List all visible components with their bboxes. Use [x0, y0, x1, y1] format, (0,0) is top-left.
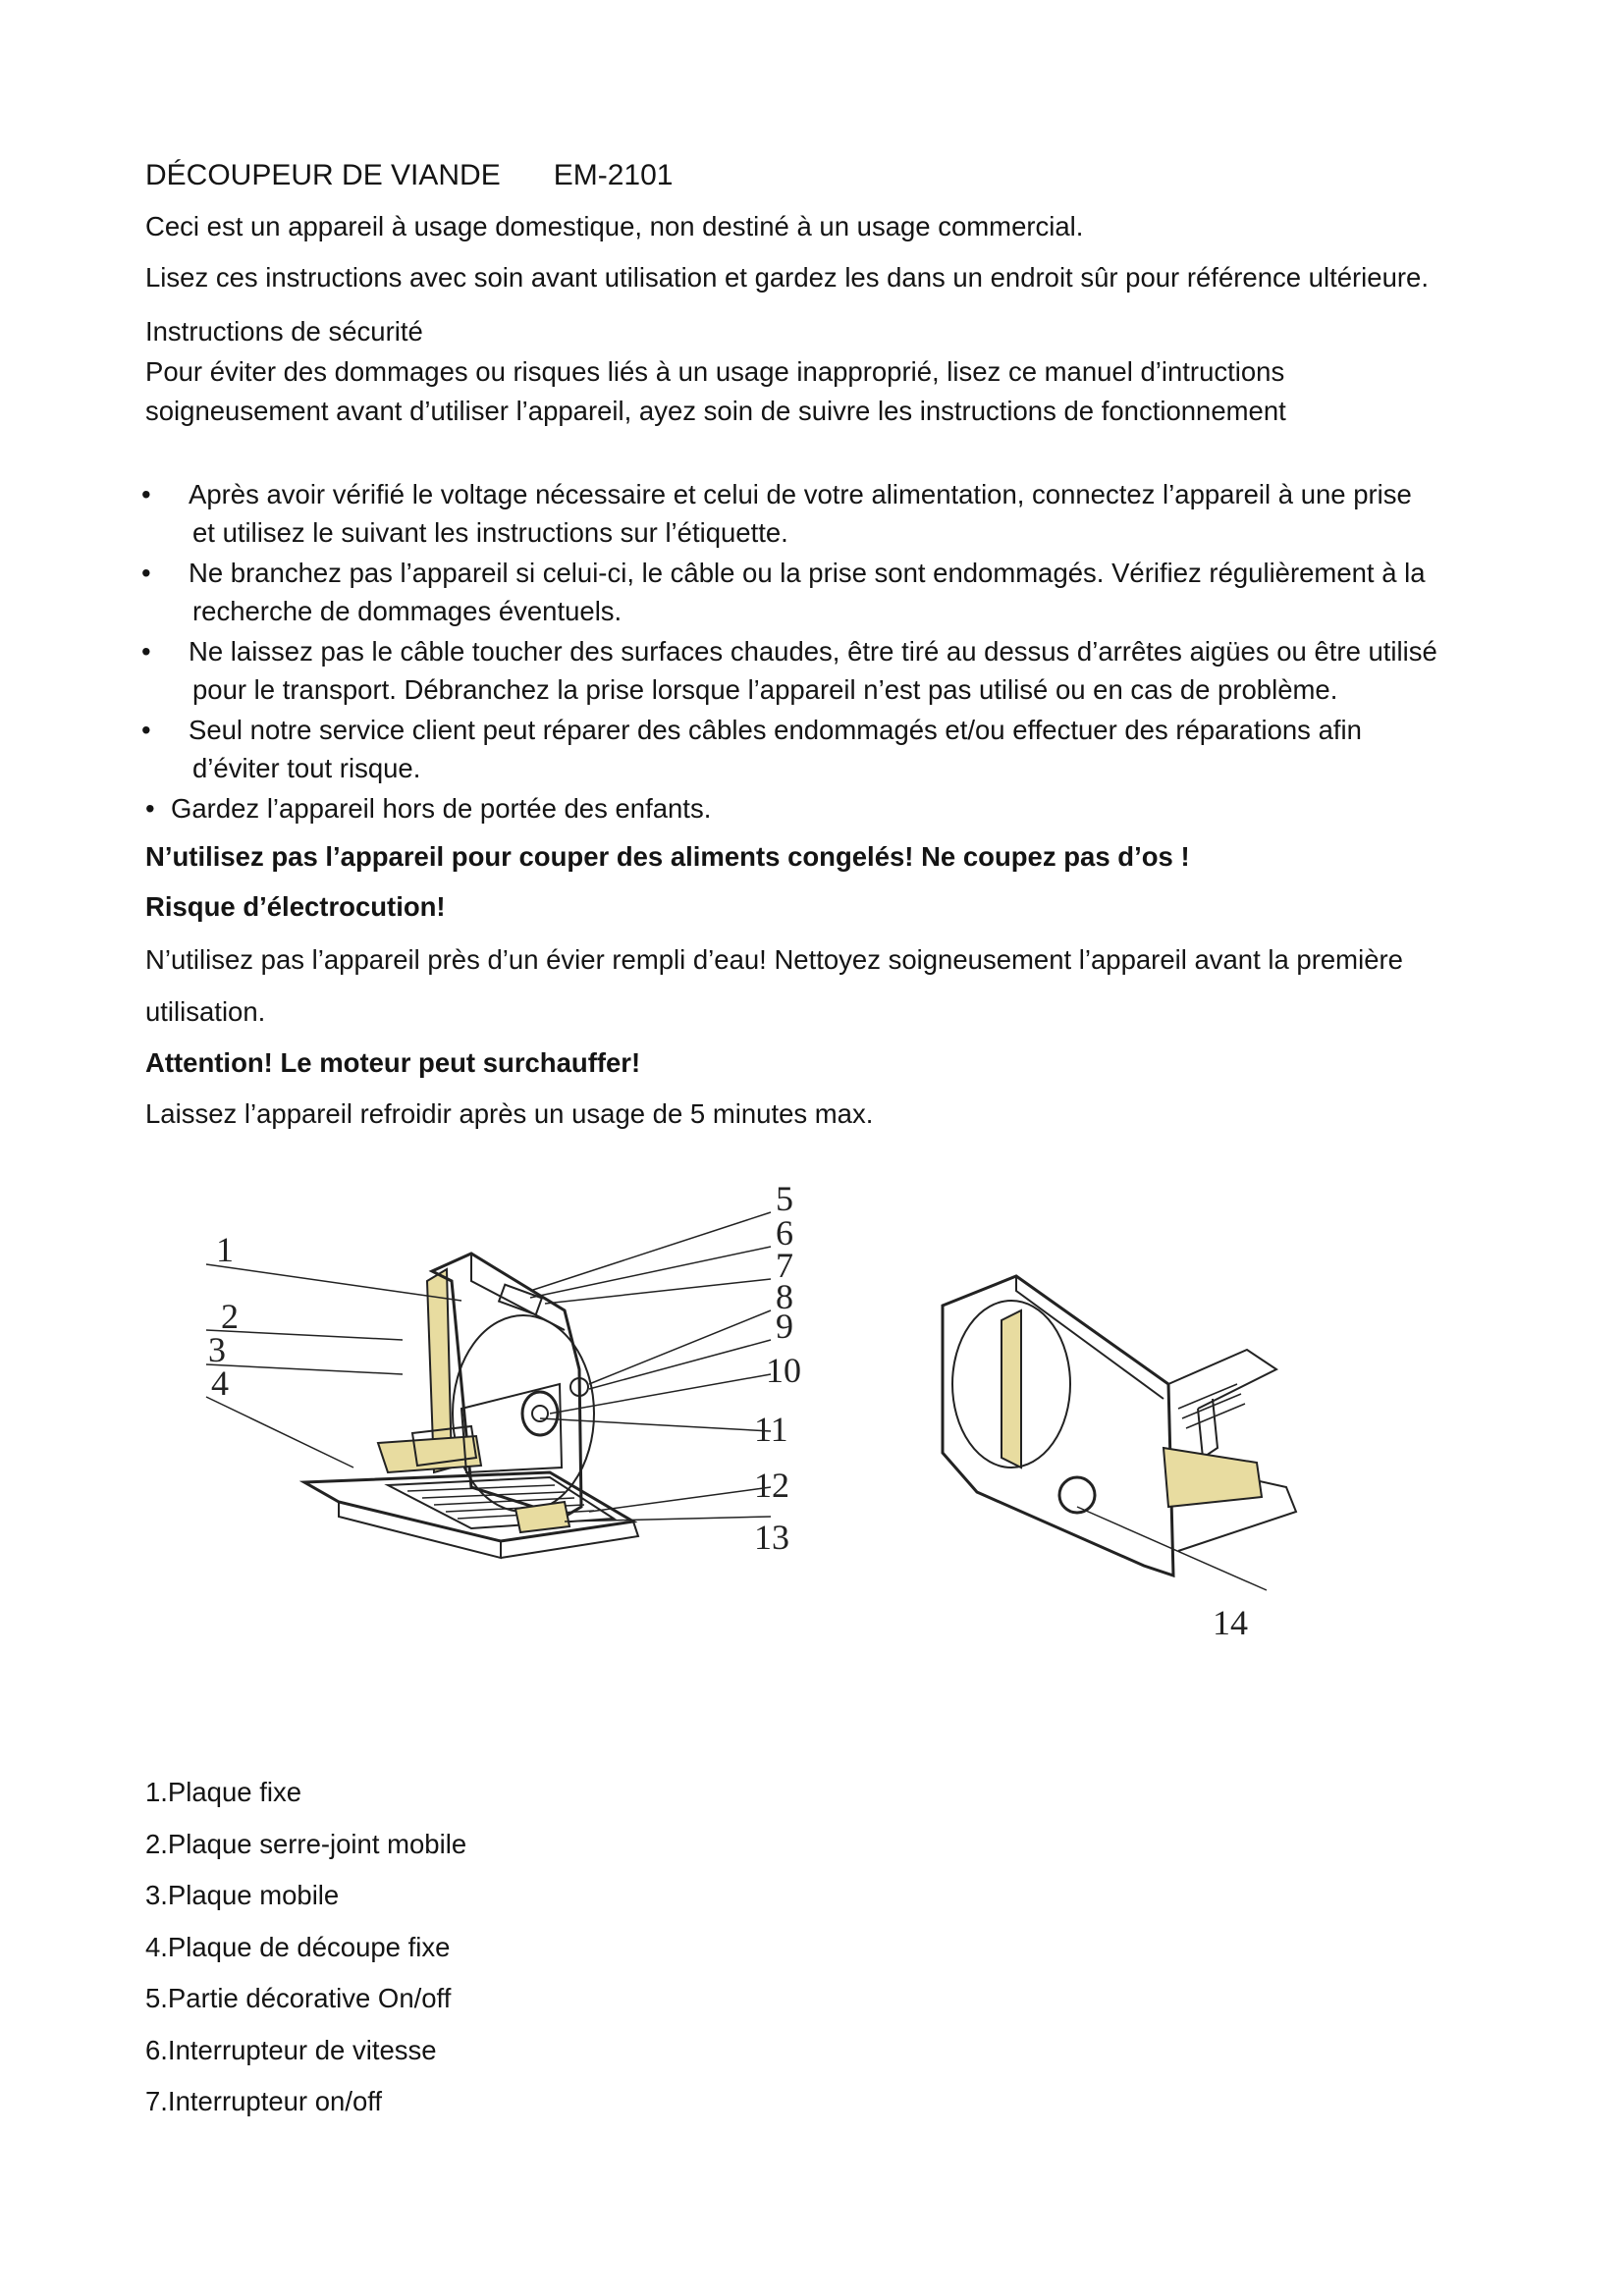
- safety-paragraph-line-1: Pour éviter des dommages ou risques liés à un usage inapproprié, lisez ce manuel d’intructions: [145, 356, 1285, 387]
- bullet-text-line-2: et utilisez le suivant les instructions sur l’étiquette.: [192, 517, 788, 548]
- parts-list: [145, 1767, 466, 2128]
- document-title: [145, 157, 673, 194]
- bullet-item: [141, 632, 1437, 709]
- part-item: 6.Interrupteur de vitesse: [145, 2034, 437, 2065]
- bullet-text-line-1: Gardez l’appareil hors de portée des enfants.: [171, 793, 712, 824]
- motor-warning-text: Laissez l’appareil refroidir après un usage de 5 minutes max.: [145, 1098, 874, 1129]
- shock-warning-line-2: utilisation.: [145, 996, 266, 1027]
- motor-warning-heading: Attention! Le moteur peut surchauffer!: [145, 1047, 641, 1078]
- part-item: 1.Plaque fixe: [145, 1777, 301, 1807]
- bullet-item: [141, 554, 1437, 630]
- bullet-dot: •: [141, 479, 151, 509]
- frozen-food-warning: N’utilisez pas l’appareil pour couper des aliments congelés! Ne coupez pas d’os !: [145, 841, 1190, 872]
- callout-numbers: [208, 1179, 1248, 1642]
- bullet-dot: •: [141, 715, 151, 745]
- slicer-diagram: [177, 1173, 1335, 1718]
- callout-11: 11: [754, 1410, 788, 1449]
- callout-14: 14: [1213, 1603, 1248, 1642]
- intro-line-1: Ceci est un appareil à usage domestique, non destiné à un usage commercial.: [145, 211, 1084, 241]
- bullet-text-line-1: Après avoir vérifié le voltage nécessaire et celui de votre alimentation, connectez l’appareil à une prise: [189, 479, 1412, 509]
- shock-warning-heading: Risque d’électrocution!: [145, 891, 446, 922]
- part-item: 2.Plaque serre-joint mobile: [145, 1828, 467, 1859]
- part-item: 3.Plaque mobile: [145, 1880, 340, 1910]
- callout-8: 8: [776, 1277, 793, 1316]
- callout-7: 7: [776, 1246, 793, 1285]
- bullet-text-line-1: Ne branchez pas l’appareil si celui-ci, le câble ou la prise sont endommagés. Vérifiez régulièrement à la: [189, 558, 1426, 588]
- callout-10: 10: [766, 1351, 801, 1390]
- slicer-rear-view-illustration: [943, 1276, 1296, 1575]
- callout-4: 4: [211, 1363, 229, 1403]
- product-name: DÉCOUPEUR DE VIANDE: [145, 159, 501, 191]
- callout-9: 9: [776, 1307, 793, 1346]
- safety-bullet-list: [141, 475, 1437, 828]
- bullet-dot: •: [141, 636, 151, 667]
- callout-3: 3: [208, 1330, 226, 1369]
- callout-6: 6: [776, 1213, 793, 1253]
- callout-12: 12: [754, 1466, 789, 1505]
- safety-heading: Instructions de sécurité: [145, 316, 423, 347]
- bullet-item: [141, 789, 1437, 828]
- callout-5: 5: [776, 1179, 793, 1218]
- callout-13: 13: [754, 1518, 789, 1557]
- part-item: 4.Plaque de découpe fixe: [145, 1931, 451, 1962]
- callout-leader-lines: [206, 1212, 1267, 1590]
- part-item: 5.Partie décorative On/off: [145, 1983, 452, 2013]
- bullet-text-line-1: Seul notre service client peut réparer des câbles endommagés et/ou effectuer des réparations afin: [189, 715, 1362, 745]
- bullet-text-line-2: pour le transport. Débranchez la prise lorsque l’appareil n’est pas utilisé ou en cas de problème.: [192, 674, 1338, 705]
- intro-line-2: Lisez ces instructions avec soin avant utilisation et gardez les dans un endroit sûr pour référence ultérieure.: [145, 262, 1429, 293]
- bullet-item: [141, 475, 1437, 552]
- shock-warning-line-1: N’utilisez pas l’appareil près d’un évier rempli d’eau! Nettoyez soigneusement l’appareil avant la première: [145, 944, 1403, 975]
- bullet-item: [141, 711, 1437, 787]
- bullet-dot: •: [145, 793, 155, 824]
- callout-2: 2: [221, 1297, 239, 1336]
- bullet-text-line-2: d’éviter tout risque.: [192, 753, 421, 783]
- safety-paragraph-line-2: soigneusement avant d’utiliser l’appareil, ayez soin de suivre les instructions de fonctionnement: [145, 396, 1286, 426]
- bullet-text-line-1: Ne laissez pas le câble toucher des surfaces chaudes, être tiré au dessus d’arrêtes aigües ou être utilisé: [189, 636, 1437, 667]
- bullet-dot: •: [141, 558, 151, 588]
- part-item: 7.Interrupteur on/off: [145, 2086, 383, 2116]
- callout-1: 1: [216, 1230, 234, 1269]
- bullet-text-line-2: recherche de dommages éventuels.: [192, 596, 623, 626]
- product-model: EM-2101: [553, 159, 674, 191]
